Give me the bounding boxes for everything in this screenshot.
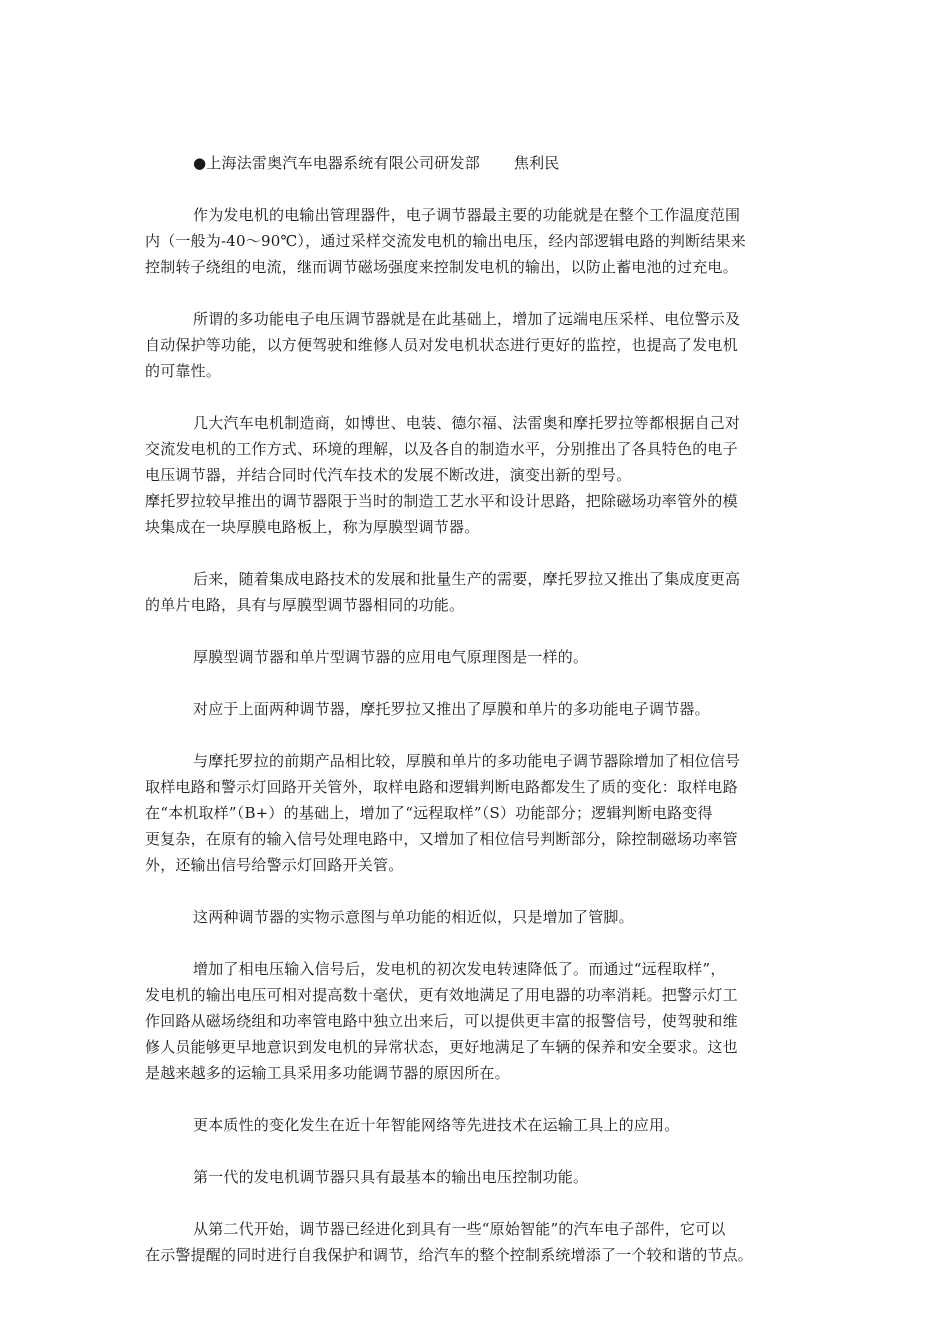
paragraph — [145, 1164, 805, 1190]
text-line: 在示警提醒的同时进行自我保护和调节，给汽车的整个控制系统增添了一个较和谐的节点。 — [145, 1246, 754, 1264]
organization: ●上海法雷奥汽车电器系统有限公司研发部 — [193, 154, 480, 172]
paragraph — [145, 488, 805, 540]
paragraph — [145, 410, 805, 488]
text-line: 在“本机取样”（B+）的基础上，增加了“远程取样”（S）功能部分；逻辑判断电路变得 — [145, 804, 713, 822]
document-page — [145, 150, 805, 1268]
text-line: 取样电路和警示灯回路开关管外，取样电路和逻辑判断电路都发生了质的变化：取样电路 — [145, 778, 738, 796]
text-line: 后来，随着集成电路技术的发展和批量生产的需要，摩托罗拉又推出了集成度更高 — [193, 570, 741, 588]
text-line: 更本质性的变化发生在近十年智能网络等先进技术在运输工具上的应用。 — [193, 1116, 680, 1134]
paragraph — [145, 1112, 805, 1138]
text-line: 外，还输出信号给警示灯回路开关管。 — [145, 856, 404, 874]
text-line: 更复杂，在原有的输入信号处理电路中，又增加了相位信号判断部分，除控制磁场功率管 — [145, 830, 738, 848]
text-line: 块集成在一块厚膜电路板上，称为厚膜型调节器。 — [145, 518, 480, 536]
text-line: 控制转子绕组的电流，继而调节磁场强度来控制发电机的输出，以防止蓄电池的过充电。 — [145, 258, 738, 276]
text-line: 与摩托罗拉的前期产品相比较，厚膜和单片的多功能电子调节器除增加了相位信号 — [193, 752, 741, 770]
text-line: 的可靠性。 — [145, 362, 222, 380]
paragraph — [145, 306, 805, 384]
paragraph — [145, 748, 805, 878]
text-line: 这两种调节器的实物示意图与单功能的相近似，只是增加了管脚。 — [193, 908, 634, 926]
text-line: 交流发电机的工作方式、环境的理解，以及各自的制造水平，分别推出了各具特色的电子 — [145, 440, 738, 458]
text-line: 内（一般为-40～90℃），通过采样交流发电机的输出电压，经内部逻辑电路的判断结果来 — [145, 232, 746, 250]
text-line: 所谓的多功能电子电压调节器就是在此基础上，增加了远端电压采样、电位警示及 — [193, 310, 741, 328]
text-line: 对应于上面两种调节器，摩托罗拉又推出了厚膜和单片的多功能电子调节器。 — [193, 700, 710, 718]
text-line: 从第二代开始，调节器已经进化到具有一些“原始智能”的汽车电子部件，它可以 — [193, 1220, 726, 1238]
text-line: 电压调节器，并结合同时代汽车技术的发展不断改进，演变出新的型号。 — [145, 466, 632, 484]
text-line: 增加了相电压输入信号后，发电机的初次发电转速降低了。而通过“远程取样”， — [193, 960, 726, 978]
paragraph — [145, 644, 805, 670]
text-line: 摩托罗拉较早推出的调节器限于当时的制造工艺水平和设计思路，把除磁场功率管外的模 — [145, 492, 738, 510]
paragraph — [145, 1216, 805, 1268]
byline-line — [145, 150, 805, 176]
text-line: 厚膜型调节器和单片型调节器的应用电气原理图是一样的。 — [193, 648, 589, 666]
paragraph — [145, 956, 805, 1086]
text-line: 几大汽车电机制造商，如博世、电装、德尔福、法雷奥和摩托罗拉等都根据自己对 — [193, 414, 741, 432]
byline — [145, 150, 805, 176]
text-line: 的单片电路，具有与厚膜型调节器相同的功能。 — [145, 596, 465, 614]
paragraph — [145, 904, 805, 930]
text-line: 是越来越多的运输工具采用多功能调节器的原因所在。 — [145, 1064, 510, 1082]
paragraph — [145, 566, 805, 618]
text-line: 第一代的发电机调节器只具有最基本的输出电压控制功能。 — [193, 1168, 589, 1186]
paragraph — [145, 202, 805, 280]
text-line: 修人员能够更早地意识到发电机的异常状态，更好地满足了车辆的保养和安全要求。这也 — [145, 1038, 738, 1056]
paragraph — [145, 696, 805, 722]
text-line: 发电机的输出电压可相对提高数十毫伏，更有效地满足了用电器的功率消耗。把警示灯工 — [145, 986, 738, 1004]
text-line: 作回路从磁场绕组和功率管电路中独立出来后，可以提供更丰富的报警信号，使驾驶和维 — [145, 1012, 738, 1030]
text-line: 自动保护等功能，以方便驾驶和维修人员对发电机状态进行更好的监控，也提高了发电机 — [145, 336, 738, 354]
text-line: 作为发电机的电输出管理器件，电子调节器最主要的功能就是在整个工作温度范围 — [193, 206, 741, 224]
author-name: 焦利民 — [513, 154, 560, 172]
